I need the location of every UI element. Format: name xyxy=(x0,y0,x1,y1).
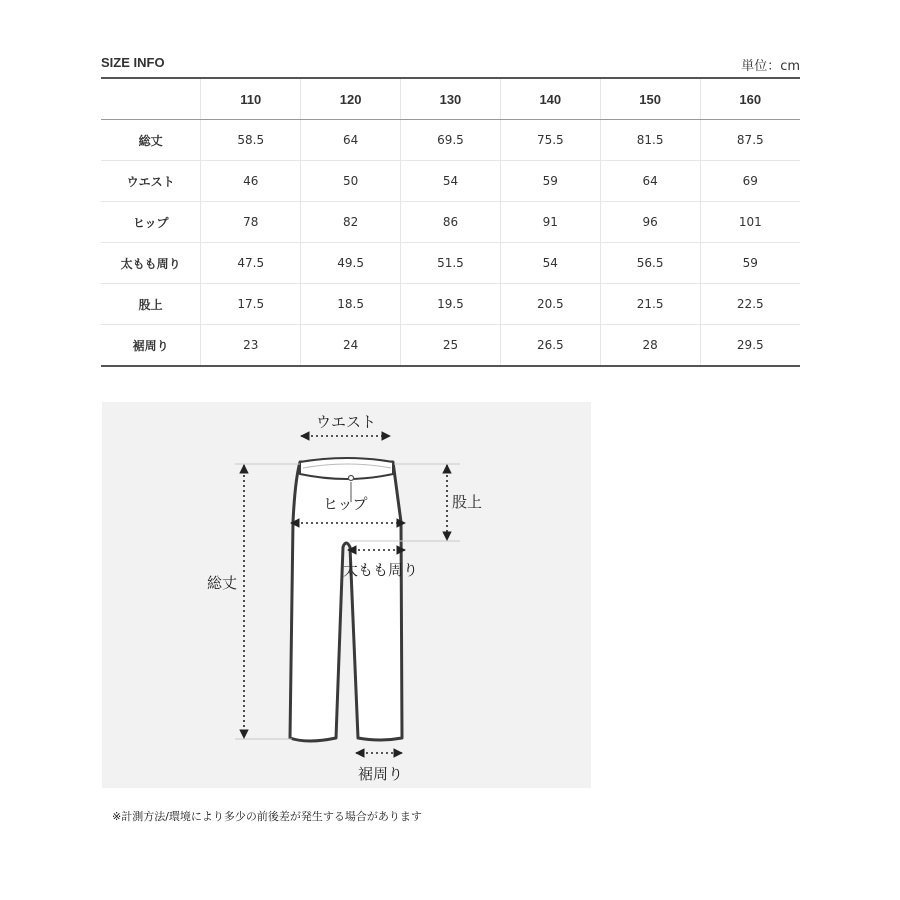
table-cell: 20.5 xyxy=(500,284,600,325)
table-cell: 91 xyxy=(500,202,600,243)
table-cell: 69 xyxy=(700,161,800,202)
table-cell: 46 xyxy=(201,161,301,202)
thigh-label: 太もも周り xyxy=(343,561,419,579)
table-header-row xyxy=(101,78,800,120)
table-cell: 51.5 xyxy=(401,243,501,284)
table-cell: 18.5 xyxy=(301,284,401,325)
table-cell: 17.5 xyxy=(201,284,301,325)
row-label: ヒップ xyxy=(101,202,201,243)
table-cell: 96 xyxy=(600,202,700,243)
row-label: 股上 xyxy=(101,284,201,325)
hip-label: ヒップ xyxy=(323,495,368,513)
column-header xyxy=(101,78,201,120)
table-cell: 64 xyxy=(301,120,401,161)
table-cell: 47.5 xyxy=(201,243,301,284)
row-label: 裾周り xyxy=(132,338,169,353)
table-cell: 58.5 xyxy=(201,120,301,161)
waist-label: ウエスト xyxy=(316,413,377,431)
table-row xyxy=(101,202,800,243)
table-cell: 59 xyxy=(500,161,600,202)
table-cell: 50 xyxy=(301,161,401,202)
table-cell: 56.5 xyxy=(600,243,700,284)
table-cell: 87.5 xyxy=(700,120,800,161)
row-label: 太もも周り xyxy=(101,243,201,284)
table-row xyxy=(101,243,800,284)
table-cell: 101 xyxy=(700,202,800,243)
table-cell: 49.5 xyxy=(301,243,401,284)
table-row xyxy=(101,120,800,161)
table-row xyxy=(101,161,800,202)
table-cell: 25 xyxy=(401,325,501,367)
row-label: ウエスト xyxy=(101,161,201,202)
table-cell: 69.5 xyxy=(401,120,501,161)
table-cell: 59 xyxy=(700,243,800,284)
measurement-note: ※計測方法/環境により多少の前後差が発生する場合があります xyxy=(112,810,422,823)
size-table xyxy=(101,77,800,367)
table-row xyxy=(101,284,800,325)
section-title: SIZE INFO xyxy=(101,55,165,70)
pants-illustration xyxy=(102,402,591,788)
table-cell: 26.5 xyxy=(500,325,600,367)
table-cell: 24 xyxy=(301,325,401,367)
unit-label: 単位：cm xyxy=(741,59,800,74)
table-cell: 23 xyxy=(201,325,301,367)
column-header: 120 xyxy=(301,78,401,120)
column-header: 160 xyxy=(700,78,800,120)
table-cell: 29.5 xyxy=(700,325,800,367)
table-row xyxy=(101,325,800,367)
table-cell: 82 xyxy=(301,202,401,243)
table-cell: 86 xyxy=(401,202,501,243)
table-cell: 19.5 xyxy=(401,284,501,325)
column-header: 110 xyxy=(201,78,301,120)
rise-label: 股上 xyxy=(452,493,483,511)
table-cell: 22.5 xyxy=(700,284,800,325)
table-cell: 21.5 xyxy=(600,284,700,325)
pants-measurement-diagram xyxy=(102,402,591,788)
table-cell: 28 xyxy=(600,325,700,367)
table-cell: 54 xyxy=(401,161,501,202)
column-header: 130 xyxy=(401,78,501,120)
length-label: 総丈 xyxy=(207,574,238,592)
table-cell: 54 xyxy=(500,243,600,284)
table-cell: 81.5 xyxy=(600,120,700,161)
hem-label: 裾周り xyxy=(358,765,404,783)
column-header: 140 xyxy=(500,78,600,120)
table-cell: 78 xyxy=(201,202,301,243)
table-cell: 64 xyxy=(600,161,700,202)
table-cell: 75.5 xyxy=(500,120,600,161)
row-label: 総丈 xyxy=(101,120,201,161)
column-header: 150 xyxy=(600,78,700,120)
